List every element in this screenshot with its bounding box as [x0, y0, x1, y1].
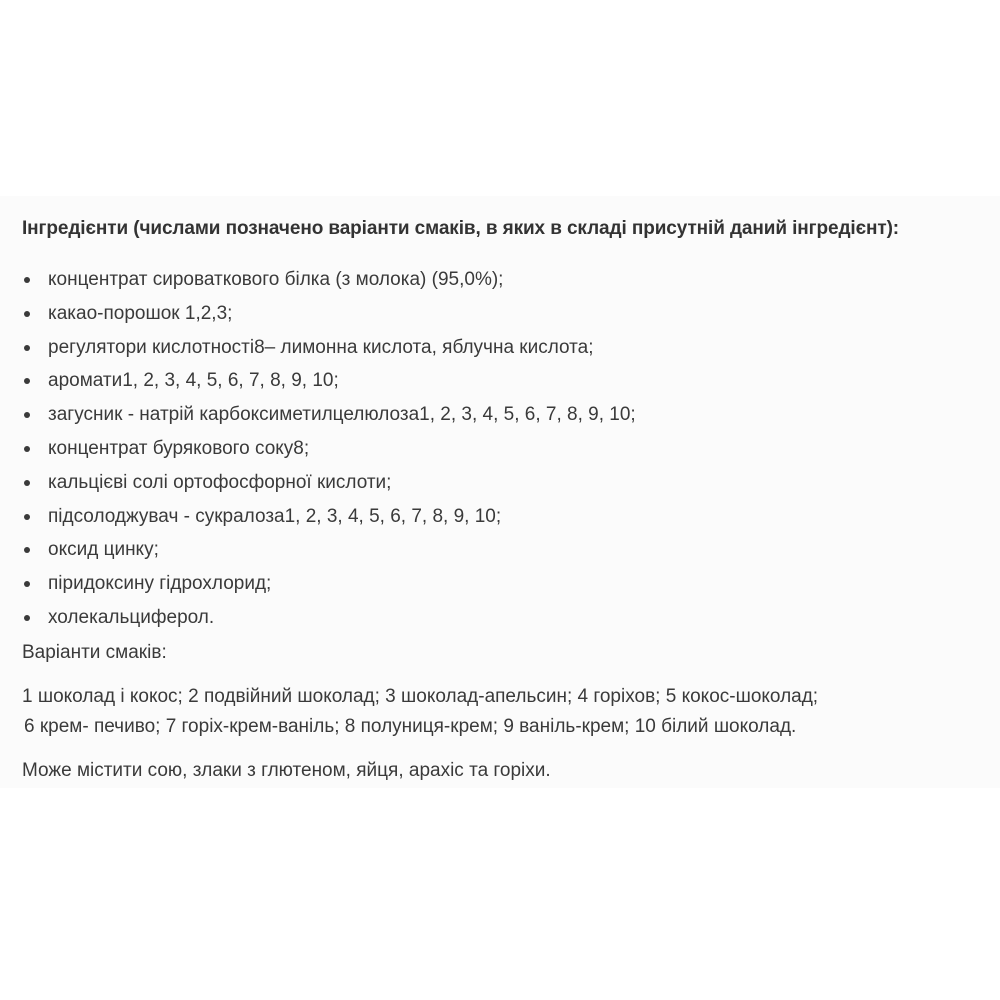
bullet-icon: [24, 311, 30, 317]
list-item: [0, 432, 636, 466]
bullet-icon: [24, 277, 30, 283]
product-description: [0, 196, 1000, 788]
list-item: [0, 533, 636, 567]
flavor-variants-line-2: 6 крем- печиво; 7 горіх-крем-ваніль; 8 полуниця-крем; 9 ваніль-крем; 10 білий шоколад.: [24, 716, 797, 737]
bullet-icon: [24, 446, 30, 452]
bullet-icon: [24, 547, 30, 553]
ingredient-text: оксид цинку;: [48, 539, 159, 561]
list-item: [0, 398, 636, 432]
list-item: [0, 331, 636, 365]
ingredient-text: підсолоджувач - сукралоза1, 2, 3, 4, 5, 6, 7, 8, 9, 10;: [48, 505, 502, 527]
bullet-icon: [24, 412, 30, 418]
bullet-icon: [24, 345, 30, 351]
bullet-icon: [24, 480, 30, 486]
list-item: [0, 297, 636, 331]
bullet-icon: [24, 514, 30, 520]
ingredient-text: загусник - натрій карбоксиметилцелюлоза1, 2, 3, 4, 5, 6, 7, 8, 9, 10;: [48, 404, 636, 426]
bullet-icon: [24, 378, 30, 384]
list-item: [0, 567, 636, 601]
ingredient-text: холекальциферол.: [48, 606, 215, 628]
ingredient-text: аромати1, 2, 3, 4, 5, 6, 7, 8, 9, 10;: [48, 370, 339, 392]
ingredient-text: піридоксину гідрохлорид;: [48, 573, 272, 595]
list-item: [0, 500, 636, 534]
flavor-variants-line-1: 1 шоколад і кокос; 2 подвійний шоколад; 3 шоколад-апельсин; 4 горіхов; 5 кокос-шоколад;: [22, 686, 819, 707]
ingredient-text: какао-порошок 1,2,3;: [48, 302, 233, 324]
bullet-icon: [24, 581, 30, 587]
list-item: [0, 466, 636, 500]
ingredients-heading: Інгредієнти (числами позначено варіанти смаків, в яких в складі присутній даний інгредієнт):: [22, 218, 900, 239]
flavor-variants-title: Варіанти смаків:: [22, 642, 167, 663]
ingredient-text: кальцієві солі ортофосфорної кислоти;: [48, 471, 392, 493]
list-item: [0, 601, 636, 635]
bullet-icon: [24, 615, 30, 621]
list-item: [0, 263, 636, 297]
ingredients-list: [0, 263, 636, 635]
ingredient-text: концентрат сироваткового білка (з молока) (95,0%);: [48, 269, 504, 290]
ingredient-text: концентрат бурякового соку8;: [48, 437, 310, 459]
allergen-warning: Може містити сою, злаки з глютеном, яйця, арахіс та горіхи.: [22, 760, 551, 781]
ingredient-text: регулятори кислотності8– лимонна кислота, яблучна кислота;: [48, 336, 594, 358]
list-item: [0, 364, 636, 398]
